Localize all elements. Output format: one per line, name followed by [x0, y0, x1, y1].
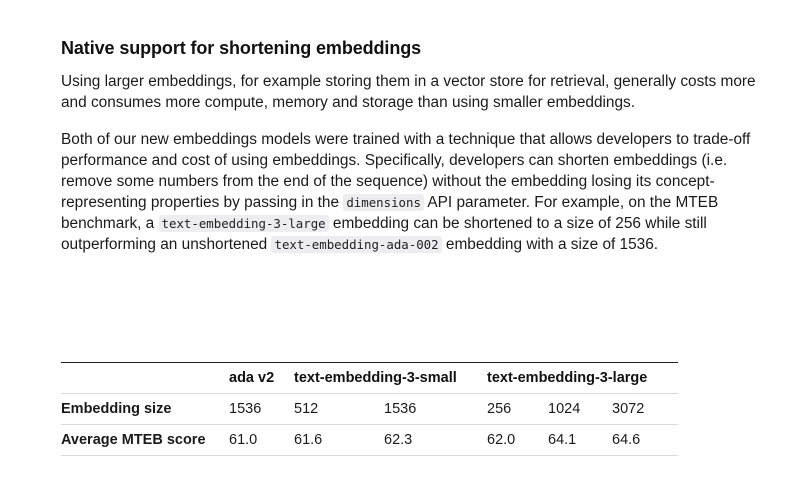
paragraph-text: embedding can be shortened to a size of 256 while still outperforming an unshortened: [61, 215, 707, 253]
article-section: [61, 36, 763, 255]
paragraph-text: API parameter. For example, on the MTEB benchmark, a: [61, 194, 719, 232]
table-cell: 62.3: [384, 432, 413, 448]
table-cell: 1024: [548, 401, 581, 417]
header-cell-3-small: text-embedding-3-small: [294, 370, 457, 386]
table-cell: 61.6: [294, 432, 323, 448]
inline-code-dimensions: dimensions: [343, 194, 424, 211]
row-label: Average MTEB score: [61, 432, 206, 448]
details-paragraph: [61, 129, 763, 255]
table-cell: 256: [487, 401, 512, 417]
inline-code-model-large: text-embedding-3-large: [159, 215, 329, 232]
table-cell: 61.0: [229, 432, 258, 448]
table-cell: 3072: [612, 401, 645, 417]
row-label: Embedding size: [61, 401, 172, 417]
table-header-row: [61, 363, 678, 394]
inline-code-model-ada: text-embedding-ada-002: [271, 236, 441, 253]
header-cell-3-large: text-embedding-3-large: [487, 370, 648, 386]
paragraph-text: Both of our new embeddings models were trained with a technique that allows developers to trade-off performance and cost of using embeddings. Specifically, developers can shorten embeddings (i.e. remove some numbers from the end of the sequence) without the embedding losing its concept-representing properties by passing in the: [61, 131, 751, 211]
embedding-comparison-table: [61, 362, 678, 456]
table-cell: 512: [294, 401, 319, 417]
table-cell: 64.1: [548, 432, 577, 448]
paragraph-text: embedding with a size of 1536.: [441, 236, 659, 253]
table-row-mteb-score: [61, 425, 678, 456]
intro-paragraph: Using larger embeddings, for example storing them in a vector store for retrieval, generally costs more and consumes more compute, memory and storage than using smaller embeddings.: [61, 73, 756, 111]
table-cell: 1536: [384, 401, 417, 417]
table-row-embedding-size: [61, 394, 678, 425]
table-cell: 64.6: [612, 432, 641, 448]
header-cell-ada-v2: ada v2: [229, 370, 275, 386]
table-cell: 62.0: [487, 432, 516, 448]
section-heading: Native support for shortening embeddings: [61, 38, 422, 58]
table-cell: 1536: [229, 401, 262, 417]
header-cell-empty: [61, 363, 229, 394]
